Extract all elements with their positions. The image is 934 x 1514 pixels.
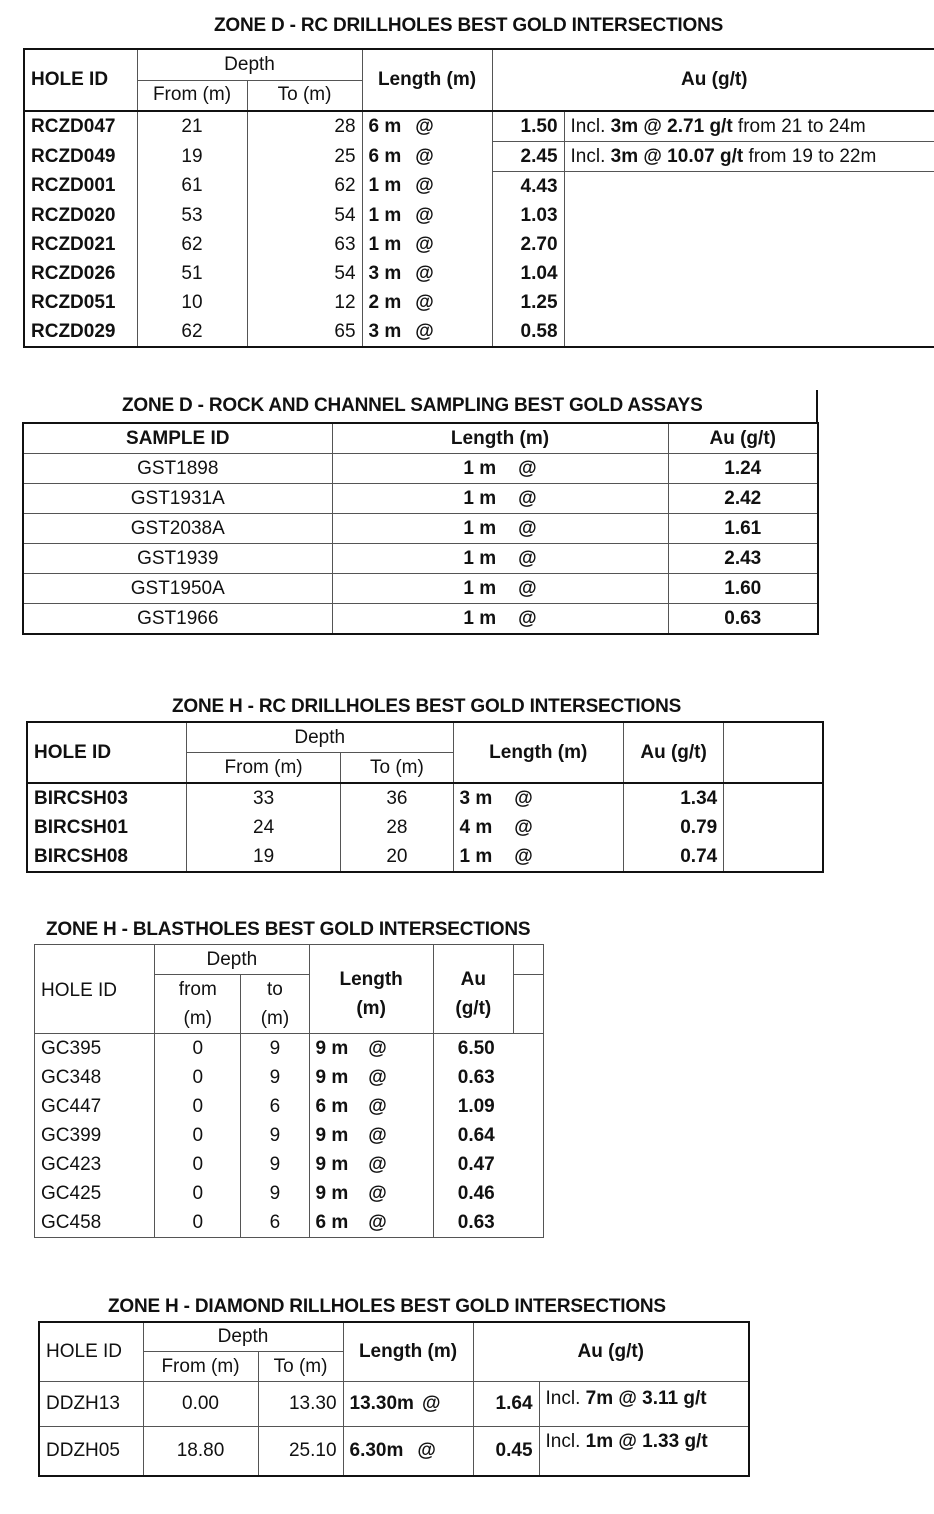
length-cell [362,142,492,172]
at-symbol: @ [518,517,537,539]
length-cell [309,1208,433,1238]
zone-d-rc-table [23,48,934,348]
au-value: 0.46 [457,1182,495,1204]
header-to: To (m) [247,80,362,111]
length-value: 1 m [463,457,497,479]
header-length [309,945,433,1034]
length-value: 1 m [463,517,497,539]
depth-to: 13.30 [258,1382,343,1427]
depth-from: 10 [137,288,247,317]
header-length-line1: Length [339,969,403,990]
hole-id: DDZH13 [39,1382,143,1427]
note-prefix: Incl. [545,1388,586,1409]
length-value: 6.30m [349,1440,404,1461]
at-symbol: @ [415,204,434,226]
length-cell [332,454,668,484]
header-depth: Depth [143,1322,343,1352]
header-au: Au (g/t) [668,423,818,454]
hole-id: RCZD049 [24,142,137,172]
header-length-line2: (m) [356,998,386,1019]
depth-from: 19 [186,842,340,872]
length-cell [332,484,668,514]
hole-id: RCZD047 [24,111,137,142]
depth-to: 9 [241,1150,309,1179]
header-to: To (m) [341,753,453,784]
au-value: 1.25 [492,288,564,317]
header-from: From (m) [143,1352,258,1382]
length-cell [332,514,668,544]
au-value: 0.63 [457,1211,495,1233]
depth-from: 18.80 [143,1427,258,1477]
table-row [35,1150,544,1179]
au-value: 2.45 [492,142,564,172]
header-au [433,945,513,1034]
length-value: 6 m [368,115,402,137]
header-depth: Depth [155,945,309,975]
au-value: 1.09 [457,1095,495,1117]
hole-id: RCZD026 [24,259,137,288]
depth-to: 28 [247,111,362,142]
sample-id: GST1950A [23,574,332,604]
hole-id: GC395 [35,1034,155,1064]
table3-title: ZONE H - RC DRILLHOLES BEST GOLD INTERSECTIONS [172,696,682,717]
depth-from: 0 [155,1092,241,1121]
at-symbol: @ [421,1393,441,1414]
at-symbol: @ [415,291,434,313]
au-value: 0.63 [457,1066,495,1088]
au-value: 0.79 [623,813,723,842]
depth-from: 0.00 [143,1382,258,1427]
au-value: 1.60 [668,574,818,604]
header-hole-id: HOLE ID [35,945,155,1034]
table-row [23,454,818,484]
at-symbol: @ [518,457,537,479]
au-value: 1.34 [623,783,723,813]
au-value: 0.63 [724,607,762,629]
length-value: 3 m [368,262,402,284]
table-row [39,1427,749,1477]
length-value: 9 m [315,1153,349,1175]
depth-to: 6 [241,1092,309,1121]
note-bold: 7m @ 3.11 g/t [585,1388,707,1409]
length-cell [332,544,668,574]
length-cell [362,259,492,288]
at-symbol: @ [518,577,537,599]
table-row [24,230,934,259]
au-value: 0.45 [473,1427,539,1477]
length-value: 1 m [459,845,493,867]
table-row [24,259,934,288]
table-row [27,783,823,813]
at-symbol: @ [368,1182,387,1204]
au-value: 1.64 [473,1382,539,1427]
header-depth: Depth [186,722,453,753]
depth-to: 62 [247,172,362,202]
sample-id: GST1898 [23,454,332,484]
depth-to: 63 [247,230,362,259]
hole-id: BIRCSH03 [27,783,186,813]
length-cell [343,1382,473,1427]
hole-id: RCZD051 [24,288,137,317]
depth-from: 0 [155,1208,241,1238]
depth-to: 25.10 [258,1427,343,1477]
note-prefix: Incl. [570,145,611,167]
note [539,1382,749,1427]
header-to: To (m) [258,1352,343,1382]
note-prefix: Incl. [570,115,611,137]
header-length: Length (m) [453,722,623,783]
table-row [35,1121,544,1150]
length-cell [309,1063,433,1092]
table-row [23,484,818,514]
note-bold: 3m @ 2.71 g/t [610,115,733,137]
depth-from: 19 [137,142,247,172]
header-to-unit: (m) [241,1004,309,1034]
at-symbol: @ [415,320,434,342]
header-sample-id: SAMPLE ID [23,423,332,454]
at-symbol: @ [518,547,537,569]
header-au: Au (g/t) [623,722,723,783]
table-row [24,142,934,172]
at-symbol: @ [417,1440,436,1461]
at-symbol: @ [415,145,434,167]
length-cell [362,201,492,230]
header-from: From (m) [186,753,340,784]
length-value: 1 m [368,204,402,226]
hole-id: GC458 [35,1208,155,1238]
hole-id: GC425 [35,1179,155,1208]
sample-id: GST1966 [23,604,332,635]
length-cell [362,172,492,202]
depth-to: 9 [241,1063,309,1092]
depth-to: 54 [247,259,362,288]
at-symbol: @ [514,845,533,867]
header-hole-id: HOLE ID [27,722,186,783]
sample-id: GST1939 [23,544,332,574]
table2-title-rule [816,390,818,423]
au-value: 1.61 [668,514,818,544]
sample-id: GST2038A [23,514,332,544]
length-value: 1 m [463,547,497,569]
depth-to: 12 [247,288,362,317]
header-length: Length (m) [343,1322,473,1382]
depth-from: 62 [137,230,247,259]
depth-to: 65 [247,317,362,347]
depth-to: 54 [247,201,362,230]
length-value: 1 m [368,233,402,255]
note-bold: 1m @ 1.33 g/t [585,1431,708,1452]
table-row [23,574,818,604]
depth-from: 61 [137,172,247,202]
depth-from: 0 [155,1063,241,1092]
at-symbol: @ [514,816,533,838]
au-value: 2.43 [668,544,818,574]
length-cell [453,842,623,872]
length-value: 9 m [315,1037,349,1059]
length-value: 3 m [368,320,402,342]
header-from: from [155,975,241,1005]
depth-from: 24 [186,813,340,842]
table-row [23,604,818,635]
hole-id: GC348 [35,1063,155,1092]
note-prefix: Incl. [545,1431,586,1452]
depth-from: 21 [137,111,247,142]
length-cell [309,1179,433,1208]
length-cell [453,813,623,842]
depth-to: 9 [241,1179,309,1208]
table-row [24,111,934,142]
length-cell [332,604,668,635]
at-symbol: @ [518,487,537,509]
at-symbol: @ [368,1124,387,1146]
length-value: 13.30m [349,1393,414,1414]
hole-id: GC447 [35,1092,155,1121]
depth-from: 33 [186,783,340,813]
at-symbol: @ [368,1153,387,1175]
hole-id: GC423 [35,1150,155,1179]
length-cell [309,1121,433,1150]
au-value: 0.64 [457,1124,495,1146]
length-cell [309,1092,433,1121]
depth-to: 20 [341,842,453,872]
at-symbol: @ [415,262,434,284]
at-symbol: @ [415,115,434,137]
length-value: 2 m [368,291,402,313]
length-value: 6 m [368,145,402,167]
header-hole-id: HOLE ID [24,49,137,111]
length-value: 9 m [315,1182,349,1204]
length-cell [362,230,492,259]
note [564,142,934,172]
zone-h-diamond-table [38,1321,750,1477]
header-au-line2: (g/t) [455,998,492,1019]
depth-from: 51 [137,259,247,288]
at-symbol: @ [514,787,533,809]
header-au: Au (g/t) [473,1322,749,1382]
depth-to: 6 [241,1208,309,1238]
depth-to: 28 [341,813,453,842]
length-cell [309,1034,433,1064]
note [539,1427,749,1477]
note-tail: from 21 to 24m [732,115,866,137]
length-value: 6 m [315,1095,349,1117]
at-symbol: @ [368,1095,387,1117]
at-symbol: @ [368,1211,387,1233]
depth-from: 0 [155,1121,241,1150]
depth-from: 0 [155,1034,241,1064]
zone-h-rc-table [26,721,824,873]
au-value: 2.70 [492,230,564,259]
table-row [35,1034,544,1064]
table-row [35,1179,544,1208]
length-cell [309,1150,433,1179]
header-au: Au (g/t) [492,49,934,111]
header-depth: Depth [137,49,362,80]
table5-title: ZONE H - DIAMOND RILLHOLES BEST GOLD INTERSECTIONS [108,1296,666,1317]
au-value: 0.47 [457,1153,495,1175]
table-row [24,288,934,317]
depth-to: 36 [341,783,453,813]
hole-id: RCZD021 [24,230,137,259]
depth-to: 25 [247,142,362,172]
au-value: 1.04 [492,259,564,288]
hole-id: BIRCSH08 [27,842,186,872]
table-row [35,1063,544,1092]
length-value: 4 m [459,816,493,838]
depth-from: 53 [137,201,247,230]
header-length: Length (m) [332,423,668,454]
at-symbol: @ [368,1066,387,1088]
hole-id: GC399 [35,1121,155,1150]
length-cell [362,317,492,347]
header-hole-id: HOLE ID [39,1322,143,1382]
at-symbol: @ [415,233,434,255]
length-value: 1 m [463,487,497,509]
depth-from: 0 [155,1179,241,1208]
table-row [35,1092,544,1121]
zone-d-sampling-table [22,422,819,635]
au-value: 4.43 [492,172,564,202]
table4-title: ZONE H - BLASTHOLES BEST GOLD INTERSECTIONS [46,919,531,940]
note [564,111,934,142]
header-au-line1: Au [460,969,486,990]
length-value: 1 m [463,577,497,599]
note-bold: 3m @ 10.07 g/t [610,145,744,167]
table-row [39,1382,749,1427]
note-tail: from 19 to 22m [743,145,877,167]
zone-h-blastholes-table [34,944,544,1238]
depth-to: 9 [241,1034,309,1064]
au-value: 1.03 [492,201,564,230]
au-value: 1.24 [668,454,818,484]
depth-from: 62 [137,317,247,347]
length-cell [362,111,492,142]
depth-to: 9 [241,1121,309,1150]
hole-id: BIRCSH01 [27,813,186,842]
length-value: 3 m [459,787,493,809]
table-row [27,813,823,842]
length-value: 6 m [315,1211,349,1233]
length-cell [362,288,492,317]
header-from-unit: (m) [155,1004,241,1034]
length-cell [332,574,668,604]
hole-id: RCZD029 [24,317,137,347]
length-value: 1 m [368,175,402,197]
table-row [23,514,818,544]
length-value: 1 m [463,607,497,629]
au-value: 0.74 [623,842,723,872]
table-row [27,842,823,872]
length-cell [343,1427,473,1477]
at-symbol: @ [518,607,537,629]
hole-id: RCZD020 [24,201,137,230]
table-row [24,201,934,230]
table-row [35,1208,544,1238]
table2-title: ZONE D - ROCK AND CHANNEL SAMPLING BEST GOLD ASSAYS [122,395,703,416]
depth-from: 0 [155,1150,241,1179]
au-value: 0.58 [492,317,564,347]
header-from: From (m) [137,80,247,111]
length-cell [453,783,623,813]
au-value: 2.42 [668,484,818,514]
table-row [23,544,818,574]
au-value: 6.50 [457,1037,495,1059]
at-symbol: @ [415,175,434,197]
hole-id: RCZD001 [24,172,137,202]
table-row [24,317,934,347]
header-to: to [241,975,309,1005]
hole-id: DDZH05 [39,1427,143,1477]
table-row [24,172,934,202]
table1-title: ZONE D - RC DRILLHOLES BEST GOLD INTERSECTIONS [214,15,724,36]
sample-id: GST1931A [23,484,332,514]
au-value: 1.50 [492,111,564,142]
at-symbol: @ [368,1037,387,1059]
header-length: Length (m) [362,49,492,111]
length-value: 9 m [315,1066,349,1088]
length-value: 9 m [315,1124,349,1146]
